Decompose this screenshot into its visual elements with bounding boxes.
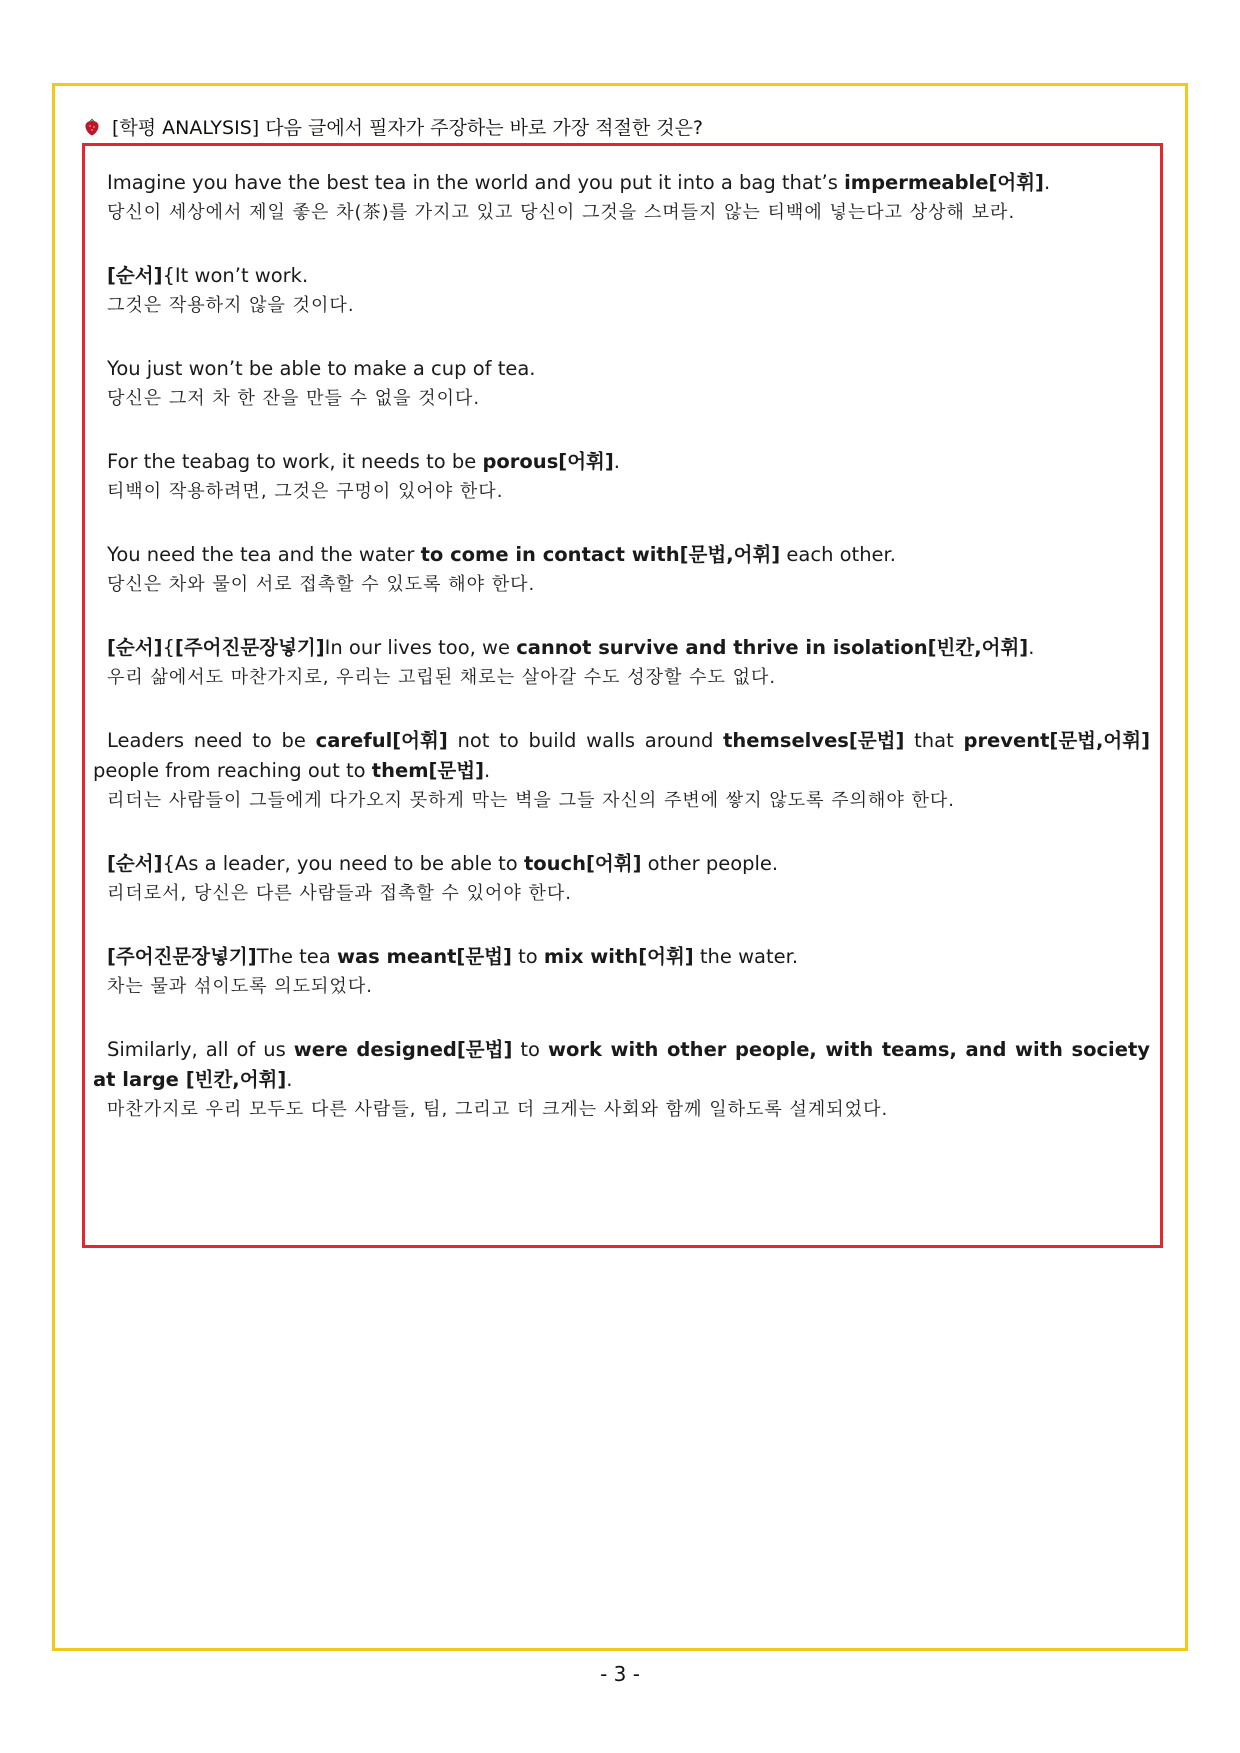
highlighted-phrase: themselves[문법] (723, 729, 905, 752)
highlighted-phrase: them[문법] (371, 759, 485, 782)
highlighted-phrase: prevent[문법,어휘] (963, 729, 1151, 752)
english-sentence (93, 447, 1150, 477)
english-sentence (93, 540, 1150, 570)
sentence-text: to (512, 1038, 548, 1061)
sentence-entry (93, 726, 1150, 816)
sentence-text: {As a leader, you need to be able to (162, 852, 524, 875)
sentence-text: You need the tea and the water (107, 543, 421, 566)
highlighted-phrase: [순서] (107, 264, 163, 287)
highlighted-phrase: impermeable[어휘] (844, 171, 1044, 194)
sentence-text: {It won’t work. (162, 264, 309, 287)
sentence-text: The tea (256, 945, 337, 968)
highlighted-phrase: was meant[문법] (336, 945, 512, 968)
sentence-text: Imagine you have the best tea in the world and you put it into a bag that’s (107, 171, 845, 194)
sentence-text: For the teabag to work, it needs to be (107, 450, 483, 473)
highlighted-phrase: were designed[문법] (293, 1038, 513, 1061)
highlighted-phrase: cannot survive and thrive in isolation[빈칸,어휘] (516, 636, 1029, 659)
highlighted-phrase: careful[어휘] (315, 729, 448, 752)
passage-entries (93, 168, 1150, 1158)
highlighted-phrase: to come in contact with[문법,어휘] (420, 543, 781, 566)
sentence-text: Leaders need to be (107, 729, 316, 752)
english-sentence (93, 942, 1150, 972)
sentence-text: . (613, 450, 620, 473)
english-sentence (93, 726, 1150, 786)
sentence-entry (93, 1035, 1150, 1125)
sentence-text: . (1043, 171, 1051, 194)
sentence-text: each other. (780, 543, 896, 566)
sentence-entry (93, 354, 1150, 414)
korean-translation: 그것은 작용하지 않을 것이다. (107, 295, 355, 316)
highlighted-phrase: porous[어휘] (482, 450, 614, 473)
sentence-text: { (162, 636, 175, 659)
korean-translation: 당신은 차와 물이 서로 접촉할 수 있도록 해야 한다. (107, 574, 536, 595)
korean-translation: 마찬가지로 우리 모두도 다른 사람들, 팀, 그리고 더 크게는 사회와 함께 일하도록 설계되었다. (107, 1099, 889, 1120)
sentence-entry (93, 261, 1150, 321)
korean-translation: 리더는 사람들이 그들에게 다가오지 못하게 막는 벽을 그들 자신의 주변에 쌓지 않도록 주의해야 한다. (107, 790, 956, 811)
sentence-text: to (511, 945, 544, 968)
korean-translation: 당신은 그저 차 한 잔을 만들 수 없을 것이다. (107, 388, 481, 409)
sentence-text: not to build walls around (447, 729, 724, 752)
highlighted-phrase: [순서] (107, 636, 163, 659)
english-sentence (93, 261, 1150, 291)
korean-translation: 티백이 작용하려면, 그것은 구멍이 있어야 한다. (107, 481, 504, 502)
question-title: [학평 ANALYSIS] 다음 글에서 필자가 주장하는 바로 가장 적절한 것은? (112, 116, 704, 139)
highlighted-phrase: [주어진문장넣기] (174, 636, 325, 659)
strawberry-icon (84, 117, 100, 136)
sentence-text: You just won’t be able to make a cup of tea. (107, 357, 536, 380)
highlighted-phrase: mix with[어휘] (543, 945, 694, 968)
sentence-entry (93, 942, 1150, 1002)
korean-translation: 당신이 세상에서 제일 좋은 차(茶)를 가지고 있고 당신이 그것을 스며들지 않는 티백에 넣는다고 상상해 보라. (107, 202, 1016, 223)
sentence-text: . (286, 1068, 293, 1091)
sentence-entry (93, 447, 1150, 507)
sentence-text: that (904, 729, 964, 752)
sentence-entry (93, 633, 1150, 693)
sentence-text: the water. (693, 945, 799, 968)
sentence-entry (93, 849, 1150, 909)
english-sentence (93, 1035, 1150, 1095)
english-sentence (93, 354, 1150, 384)
sentence-text: other people. (641, 852, 779, 875)
highlighted-phrase: touch[어휘] (523, 852, 642, 875)
sentence-text: Similarly, all of us (107, 1038, 294, 1061)
question-header (84, 112, 703, 140)
sentence-text: . (484, 759, 491, 782)
sentence-text: In our lives too, we (324, 636, 517, 659)
page-number: - 3 - (600, 1662, 640, 1686)
korean-translation: 차는 물과 섞이도록 의도되었다. (107, 976, 373, 997)
english-sentence (93, 633, 1150, 663)
korean-translation: 리더로서, 당신은 다른 사람들과 접촉할 수 있어야 한다. (107, 883, 573, 904)
highlighted-phrase: [주어진문장넣기] (107, 945, 257, 968)
korean-translation: 우리 삶에서도 마찬가지로, 우리는 고립된 채로는 살아갈 수도 성장할 수도 없다. (107, 667, 777, 688)
highlighted-phrase: work with other people, with teams, and with society at large [빈칸,어휘] (93, 1038, 1150, 1091)
sentence-entry (93, 168, 1150, 228)
sentence-entry (93, 540, 1150, 600)
sentence-text: people from reaching out to (93, 759, 372, 782)
highlighted-phrase: [순서] (107, 852, 163, 875)
english-sentence (93, 168, 1150, 198)
english-sentence (93, 849, 1150, 879)
sentence-text: . (1028, 636, 1035, 659)
